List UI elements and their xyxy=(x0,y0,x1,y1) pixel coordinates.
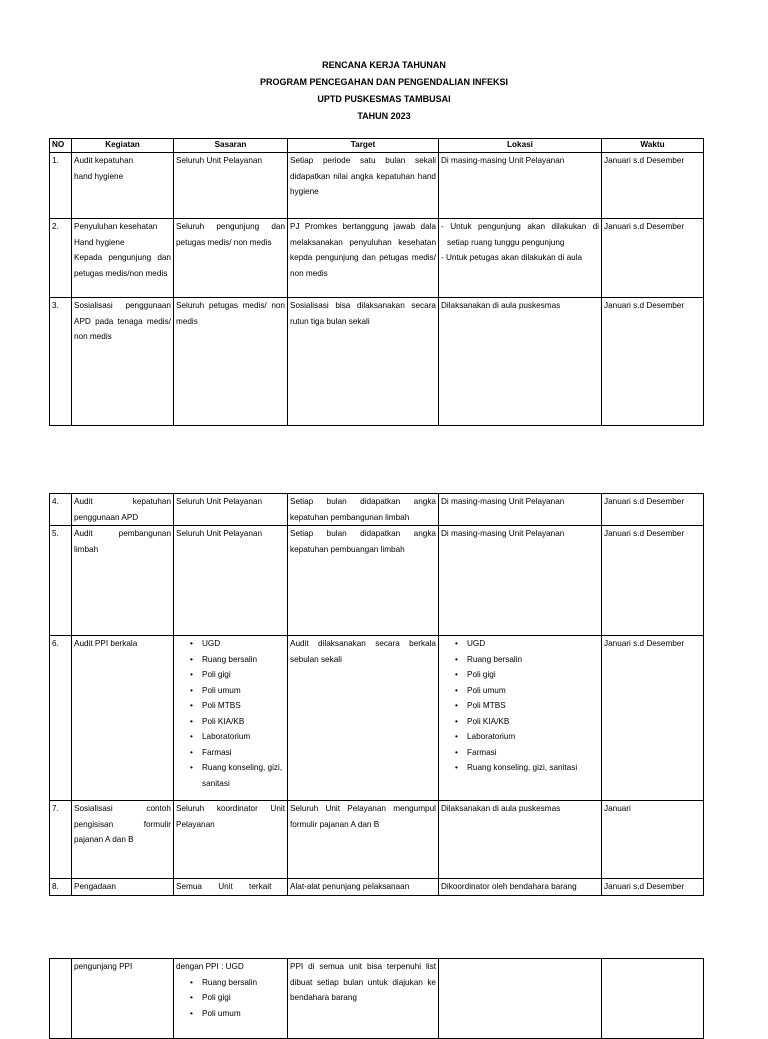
document-header xyxy=(0,57,768,125)
sasaran-unit-list xyxy=(176,636,285,791)
list-item: • Ruang konseling, gizi, sanitasi xyxy=(190,760,285,791)
col-header-lokasi: Lokasi xyxy=(439,139,602,153)
list-item: • Laboratorium xyxy=(455,729,599,745)
plan-table-part-2 xyxy=(49,493,704,896)
row-lokasi: Di masing-masing Unit Pelayanan xyxy=(439,526,602,636)
table-row xyxy=(50,494,704,526)
list-item: • Farmasi xyxy=(190,745,285,761)
row-kegiatan: Audit pembangunan limbah xyxy=(72,526,174,636)
row-lokasi xyxy=(439,959,602,1039)
row-lokasi: Dikoordinator oleh bendahara barang xyxy=(439,879,602,896)
table-row xyxy=(50,153,704,219)
list-item: • Poli umum xyxy=(190,1006,285,1022)
list-item: • Ruang bersalin xyxy=(190,975,285,991)
row-no: 5. xyxy=(50,526,72,636)
row-waktu: Januari s.d Desember xyxy=(602,298,704,426)
header-year: TAHUN 2023 xyxy=(357,111,411,121)
table-row xyxy=(50,219,704,298)
row-no: 7. xyxy=(50,801,72,879)
list-item: • Farmasi xyxy=(455,745,599,761)
list-item: • Poli KIA/KB xyxy=(190,714,285,730)
list-item: • Poli gigi xyxy=(455,667,599,683)
row-sasaran xyxy=(174,636,288,801)
row-kegiatan: Audit PPI berkala xyxy=(72,636,174,801)
list-item: • Poli KIA/KB xyxy=(455,714,599,730)
col-header-waktu: Waktu xyxy=(602,139,704,153)
table-row xyxy=(50,801,704,879)
list-item: • Poli umum xyxy=(455,683,599,699)
row-kegiatan: Sosialisasi contoh pengisisan formulir pajanan A dan B xyxy=(72,801,174,879)
row-lokasi: Dilaksanakan di aula puskesmas xyxy=(439,801,602,879)
col-header-kegiatan: Kegiatan xyxy=(72,139,174,153)
row-target: Sosialisasi bisa dilaksanakan secara rutun tiga bulan sekali xyxy=(288,298,439,426)
row-no: 2. xyxy=(50,219,72,298)
table-row xyxy=(50,636,704,801)
row-lokasi: Di masing-masing Unit Pelayanan xyxy=(439,494,602,526)
table-header-row xyxy=(50,139,704,153)
row-kegiatan: Sosialisasi penggunaan APD pada tenaga medis/ non medis xyxy=(72,298,174,426)
row-target: Setiap periode satu bulan sekali didapatkan nilai angka kepatuhan hand hygiene xyxy=(288,153,439,219)
col-header-no: NO xyxy=(50,139,72,153)
row-sasaran: Seluruh pengunjung dan petugas medis/ non medis xyxy=(174,219,288,298)
row-waktu: Januari s.d Desember xyxy=(602,153,704,219)
list-item: • Laboratorium xyxy=(190,729,285,745)
col-header-target: Target xyxy=(288,139,439,153)
row-lokasi: Di masing-masing Unit Pelayanan xyxy=(439,153,602,219)
row-target: Seluruh Unit Pelayanan mengumpul formulir pajanan A dan B xyxy=(288,801,439,879)
row-waktu: Januari s.d Desember xyxy=(602,219,704,298)
sasaran-unit-list xyxy=(176,975,285,1022)
plan-table-part-3 xyxy=(49,958,704,1039)
row-lokasi: Dilaksanakan di aula puskesmas xyxy=(439,298,602,426)
row-no: 8. xyxy=(50,879,72,896)
list-item: • Ruang bersalin xyxy=(190,652,285,668)
list-item: • UGD xyxy=(190,636,285,652)
table-row xyxy=(50,879,704,896)
row-no xyxy=(50,959,72,1039)
row-sasaran xyxy=(174,959,288,1039)
row-sasaran: Semua Unit terkait xyxy=(174,879,288,896)
list-item: • Poli MTBS xyxy=(190,698,285,714)
row-waktu xyxy=(602,959,704,1039)
list-item: • Poli gigi xyxy=(190,667,285,683)
row-no: 3. xyxy=(50,298,72,426)
row-target: Setiap bulan didapatkan angka kepatuhan pembuangan limbah xyxy=(288,526,439,636)
plan-table-part-1 xyxy=(49,138,704,426)
row-sasaran: Seluruh Unit Pelayanan xyxy=(174,526,288,636)
row-kegiatan: Pengadaan xyxy=(72,879,174,896)
row-kegiatan: Penyuluhan kesehatan Hand hygiene Kepada pengunjung dan petugas medis/non medis xyxy=(72,219,174,298)
row-target: PPI di semua unit bisa terpenuhi list dibuat setiap bulan untuk diajukan ke bendahara barang xyxy=(288,959,439,1039)
table-row xyxy=(50,298,704,426)
row-no: 1. xyxy=(50,153,72,219)
row-waktu: Januari s.d Desember xyxy=(602,494,704,526)
header-institution: UPTD PUSKESMAS TAMBUSAI xyxy=(317,94,451,104)
header-program: PROGRAM PENCEGAHAN DAN PENGENDALIAN INFEKSI xyxy=(259,77,508,87)
row-no: 6. xyxy=(50,636,72,801)
sasaran-intro: dengan PPI : UGD xyxy=(176,962,244,971)
row-target: Audit dilaksanakan secara berkala sebulan sekali xyxy=(288,636,439,801)
list-item: • Ruang konseling, gizi, sanitasi xyxy=(455,760,599,776)
row-lokasi: - Untuk pengunjung akan dilakukan di setiap ruang tunggu pengunjung - Untuk petugas akan dilakukan di aula xyxy=(439,219,602,298)
list-item: • Poli MTBS xyxy=(455,698,599,714)
header-title: RENCANA KERJA TAHUNAN xyxy=(322,60,446,70)
row-kegiatan: Audit kepatuhan penggunaan APD xyxy=(72,494,174,526)
list-item: • Ruang bersalin xyxy=(455,652,599,668)
row-kegiatan: Audit kepatuhan hand hygiene xyxy=(72,153,174,219)
row-waktu: Januari s.d Desember xyxy=(602,526,704,636)
list-item: • Poli gigi xyxy=(190,990,285,1006)
table-row xyxy=(50,526,704,636)
row-sasaran: Seluruh Unit Pelayanan xyxy=(174,153,288,219)
row-lokasi xyxy=(439,636,602,801)
list-item: • UGD xyxy=(455,636,599,652)
row-sasaran: Seluruh koordinator Unit Pelayanan xyxy=(174,801,288,879)
row-target: PJ Promkes bertanggung jawab dala melaksanakan penyuluhan kesehatan kepda pengunjung dan petugas medis/ non medis xyxy=(288,219,439,298)
row-sasaran: Seluruh Unit Pelayanan xyxy=(174,494,288,526)
row-no: 4. xyxy=(50,494,72,526)
row-waktu: Januari s.d Desember xyxy=(602,636,704,801)
row-sasaran: Seluruh petugas medis/ non medis xyxy=(174,298,288,426)
row-waktu: Januari s.d Desember xyxy=(602,879,704,896)
lokasi-unit-list xyxy=(441,636,599,776)
row-kegiatan: pengunjang PPI xyxy=(72,959,174,1039)
col-header-sasaran: Sasaran xyxy=(174,139,288,153)
row-waktu: Januari xyxy=(602,801,704,879)
row-target: Alat-alat penunjang pelaksanaan xyxy=(288,879,439,896)
list-item: • Poli umum xyxy=(190,683,285,699)
table-row xyxy=(50,959,704,1039)
row-target: Setiap bulan didapatkan angka kepatuhan pembangunan limbah xyxy=(288,494,439,526)
